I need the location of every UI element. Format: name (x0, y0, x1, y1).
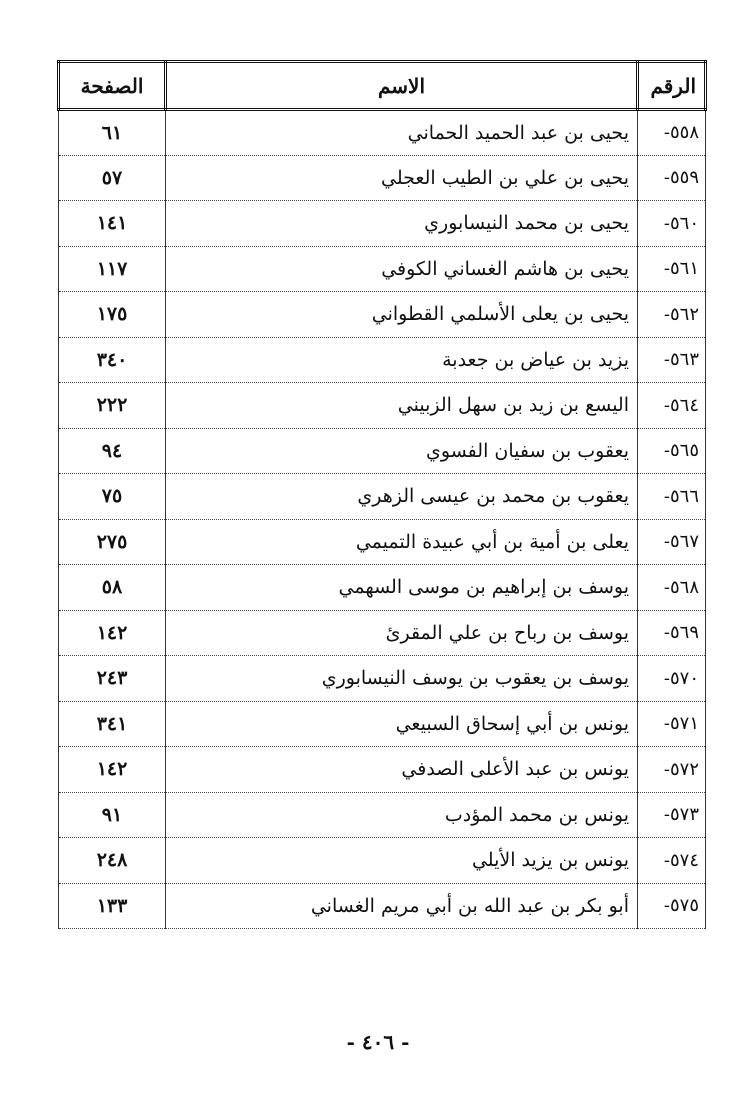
header-page: الصفحة (59, 62, 166, 110)
row-name: يعقوب بن سفيان الفسوي (166, 428, 638, 474)
table-row (59, 565, 706, 611)
row-number: ٥٥٨- (638, 110, 706, 156)
table-row (59, 155, 706, 201)
table-row (59, 701, 706, 747)
table-row (59, 656, 706, 702)
row-number: ٥٦٧- (638, 519, 706, 565)
table-row (59, 610, 706, 656)
row-name: أبو بكر بن عبد الله بن أبي مريم الغساني (166, 883, 638, 929)
row-name: يونس بن أبي إسحاق السبيعي (166, 701, 638, 747)
row-name: يوسف بن رباح بن علي المقرئ (166, 610, 638, 656)
row-page: ١٤٢ (59, 610, 166, 656)
table-row (59, 292, 706, 338)
row-number: ٥٧٥- (638, 883, 706, 929)
row-page: ٢٤٣ (59, 656, 166, 702)
row-number: ٥٦٥- (638, 428, 706, 474)
table-row (59, 337, 706, 383)
row-page: ٢٤٨ (59, 838, 166, 884)
table-row (59, 110, 706, 156)
row-number: ٥٦٠- (638, 201, 706, 247)
row-page: ٦١ (59, 110, 166, 156)
row-number: ٥٧١- (638, 701, 706, 747)
row-name: يحيى بن عبد الحميد الحماني (166, 110, 638, 156)
row-page: ١١٧ (59, 246, 166, 292)
table-row (59, 428, 706, 474)
row-name: يعقوب بن محمد بن عيسى الزهري (166, 474, 638, 520)
row-name: يونس بن عبد الأعلى الصدفي (166, 747, 638, 793)
row-number: ٥٦٢- (638, 292, 706, 338)
row-number: ٥٧٤- (638, 838, 706, 884)
row-name: يونس بن يزيد الأيلي (166, 838, 638, 884)
row-name: اليسع بن زيد بن سهل الزبيني (166, 383, 638, 429)
row-number: ٥٦٣- (638, 337, 706, 383)
row-page: ١٤٢ (59, 747, 166, 793)
table-row (59, 883, 706, 929)
row-name: يوسف بن يعقوب بن يوسف النيسابوري (166, 656, 638, 702)
table-row (59, 747, 706, 793)
table-row (59, 246, 706, 292)
row-number: ٥٦٤- (638, 383, 706, 429)
row-page: ٥٨ (59, 565, 166, 611)
row-name: يحيى بن هاشم الغساني الكوفي (166, 246, 638, 292)
row-number: ٥٥٩- (638, 155, 706, 201)
table-row (59, 838, 706, 884)
row-number: ٥٦١- (638, 246, 706, 292)
row-name: يحيى بن علي بن الطيب العجلي (166, 155, 638, 201)
row-number: ٥٦٩- (638, 610, 706, 656)
row-name: يزيد بن عياض بن جعدبة (166, 337, 638, 383)
row-page: ١٤١ (59, 201, 166, 247)
row-page: ١٣٣ (59, 883, 166, 929)
row-page: ٥٧ (59, 155, 166, 201)
row-name: يونس بن محمد المؤدب (166, 792, 638, 838)
row-page: ٩١ (59, 792, 166, 838)
row-page: ١٧٥ (59, 292, 166, 338)
table-header-row (59, 62, 706, 110)
row-name: يعلى بن أمية بن أبي عبيدة التميمي (166, 519, 638, 565)
table-row (59, 383, 706, 429)
header-name: الاسم (166, 62, 638, 110)
page-number: - ٤٠٦ - (346, 1030, 410, 1054)
header-number: الرقم (638, 62, 706, 110)
row-number: ٥٦٨- (638, 565, 706, 611)
row-page: ٣٤١ (59, 701, 166, 747)
row-number: ٥٧٣- (638, 792, 706, 838)
row-name: يحيى بن محمد النيسابوري (166, 201, 638, 247)
row-number: ٥٧٢- (638, 747, 706, 793)
table-row (59, 201, 706, 247)
table-body (59, 110, 706, 929)
row-page: ٢٧٥ (59, 519, 166, 565)
index-table (57, 60, 707, 929)
row-page: ٢٢٢ (59, 383, 166, 429)
row-number: ٥٦٦- (638, 474, 706, 520)
table-row (59, 792, 706, 838)
table-row (59, 474, 706, 520)
row-name: يوسف بن إبراهيم بن موسى السهمي (166, 565, 638, 611)
table-row (59, 519, 706, 565)
row-name: يحيى بن يعلى الأسلمي القطواني (166, 292, 638, 338)
row-number: ٥٧٠- (638, 656, 706, 702)
row-page: ٩٤ (59, 428, 166, 474)
row-page: ٣٤٠ (59, 337, 166, 383)
row-page: ٧٥ (59, 474, 166, 520)
